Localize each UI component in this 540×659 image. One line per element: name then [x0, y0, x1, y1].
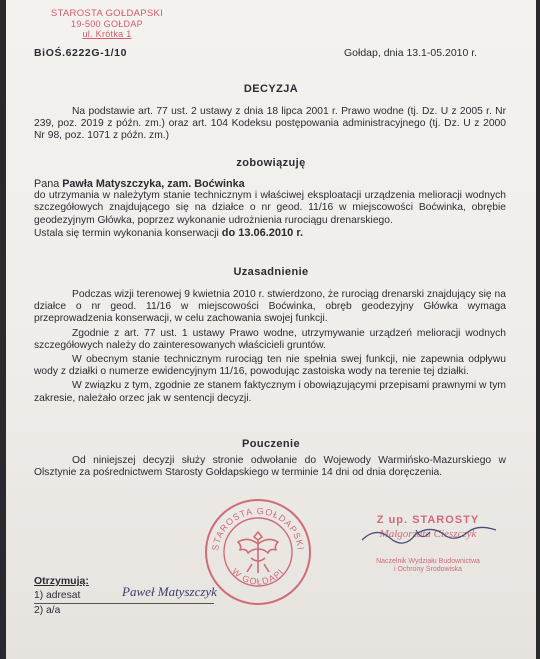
instruction-paragraph: Od niniejszej decyzji służy stronie odwołanie do Wojewody Warmińsko-Mazurskiego w Olsztynie za pośrednictwem Starosty Gołdapskiego w terminie 14 dni od dnia doręczenia. — [34, 455, 506, 479]
round-stamp-top-text: STAROSTA GOŁDAPSKI — [210, 505, 306, 552]
reference-number: BiOŚ.6222G-1/10 — [34, 47, 128, 59]
obliged-paragraph — [34, 178, 506, 240]
handwritten-recipient-name: Paweł Matyszczyk — [122, 584, 217, 599]
justification-paragraph-3: W obecnym stanie technicznym rurociąg ten nie spełnia swej funkcji, nie zapewnia odpływu wody z działki o numerze ewidencyjnym 11/16, powodując zastoiska wody na terenie tej działki. — [34, 354, 506, 378]
signature-stamp-line3: Naczelnik Wydziału Budownictwa — [376, 558, 480, 565]
recipient-2: 2) a/a — [34, 605, 61, 616]
justification-paragraph-4: W związku z tym, zgodnie ze stanem faktycznym i obowiązującymi przepisami prawnymi w tym zakresie, należało orzec jak w sentencji decyzji. — [34, 380, 506, 404]
instruction-heading: Pouczenie — [241, 438, 300, 450]
legal-basis-paragraph: Na podstawie art. 77 ust. 2 ustawy z dnia 18 lipca 2001 r. Prawo wodne (tj. Dz. U z 2005 r. Nr 239, poz. 2019 z późn. zm.) oraz art. 104 Kodeksu postępowania administracyjnego (tj. Dz. U z 2000 Nr 98, poz. 1071 z późn. zm.) — [34, 106, 506, 142]
round-stamp-bottom-text: W GOŁDAPI — [230, 566, 286, 587]
signature-stamp — [338, 514, 518, 574]
signature-stamp-line1: Z up. STAROSTY — [376, 514, 480, 526]
signature-scribble-icon — [356, 522, 506, 548]
recipients-heading: Otrzymują: — [34, 575, 89, 587]
deadline-date: do 13.06.2010 r. — [221, 226, 304, 239]
signature-stamp-line4: i Ochrony Środowiska — [393, 566, 463, 573]
obliged-name: Pawła Matyszczyka, zam. Boćwinka — [62, 178, 245, 190]
recipient-underline — [34, 603, 214, 604]
header-stamp-line1: STAROSTA GOŁDAPSKI — [50, 8, 164, 19]
header-stamp-line3: ul. Krótka 1 — [82, 29, 132, 39]
eagle-emblem-icon — [202, 496, 314, 608]
place-and-date: Gołdap, dnia 13.1-05.2010 r. — [344, 47, 478, 59]
obliged-prefix: Pana — [34, 178, 63, 190]
official-round-stamp — [202, 496, 314, 608]
justification-paragraph-2: Zgodnie z art. 77 ust. 1 ustawy Prawo wodne, utrzymywanie urządzeń melioracji wodnych szczegółowych należy do zainteresowanych właścicieli gruntów. — [34, 327, 506, 351]
signature-stamp-name: Małgorzata Cieszczyk — [379, 528, 477, 540]
obliged-body: do utrzymania w należytym stanie technicznym i właściwej eksploatacji urządzenia melioracji wodnych szczegółowych znajdującego się na działce o nr geod. 11/16 w miejscowości Boćwinka, obrębie geodezyjnym Główka, poprzez wykonanie udrożnienia rurociągu drenarskiego. — [34, 190, 506, 226]
header-stamp — [32, 9, 182, 39]
deadline-prefix: Ustala się termin wykonania konserwacji — [34, 227, 222, 239]
obliges-heading: zobowiązuję — [236, 157, 306, 169]
recipient-1: 1) adresat — [34, 590, 81, 601]
document-page — [6, 0, 536, 659]
justification-paragraph-1: Podczas wizji terenowej 9 kwietnia 2010 r. stwierdzono, że rurociąg drenarski znajdujący się na działce o nr geod. 11/16 w miejscowości Boćwinka, obręb geodezyjny Główka wymaga przeprowadzenia konserwacji, w celu zachowania swojej funkcji. — [34, 289, 506, 325]
header-stamp-line2: 19-500 GOŁDAP — [71, 19, 143, 29]
justification-section — [34, 289, 506, 405]
decision-title: DECYZJA — [243, 83, 299, 95]
justification-heading: Uzasadnienie — [233, 266, 309, 278]
